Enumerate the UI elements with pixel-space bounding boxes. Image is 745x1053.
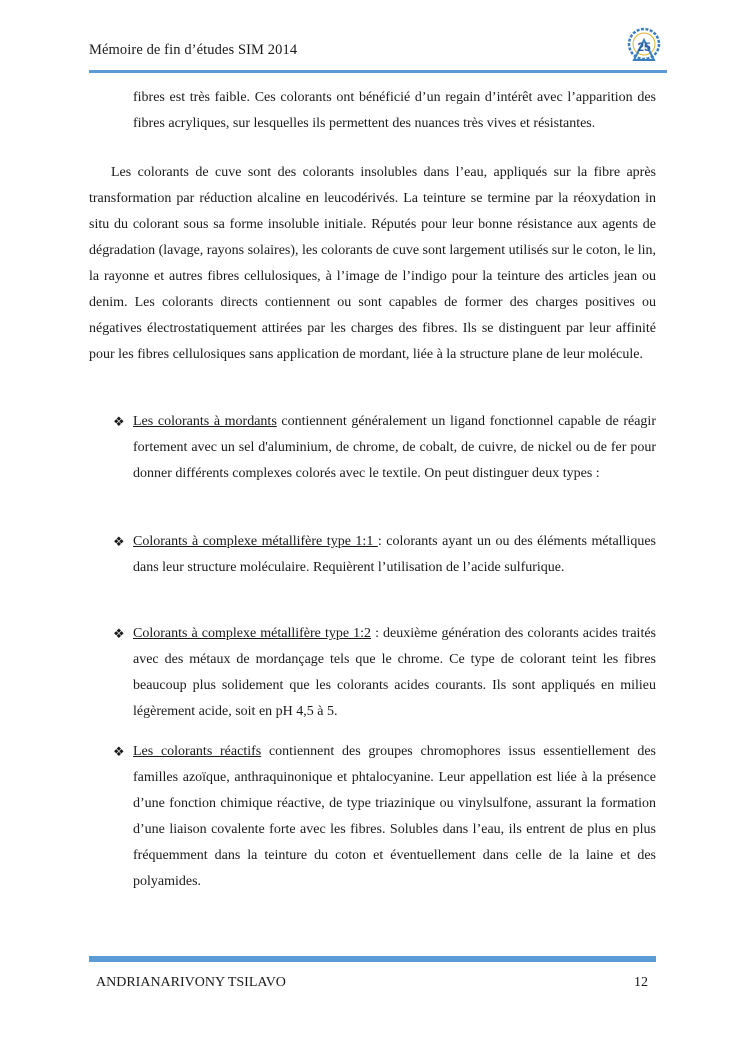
main-paragraph: Les colorants de cuve sont des colorants insolubles dans l’eau, appliqués sur la fibre après transformation par réduction alcaline en leucodérivés. La teinture se termine par la réoxydation in situ du colorant sous sa forme insoluble initiale. Réputés pour leur bonne résistance aux agents de dégradation (lavage, rayons solaires), les colorants de cuve sont largement utilisés sur le coton, le lin, la rayonne et autres fibres cellulosiques, à l’image de l’indigo pour la teinture des articles jean ou denim. Les colorants directs contiennent ou sont capables de former des charges positives ou négatives électrostatiquement attirées par les charges des fibres. Ils se distinguent par leur affinité pour les fibres cellulosiques sans application de mordant, liée à la structure plane de leur molécule. [89, 165, 656, 362]
footer-rule [89, 956, 656, 962]
bullet-item-complexe-1-2 [133, 621, 656, 725]
intro-paragraph: fibres est très faible. Ces colorants ont bénéficié d’un regain d’intérêt avec l’apparition des fibres acryliques, sur lesquelles ils permettent des nuances très vives et résistantes. [133, 90, 656, 131]
bullet-text: : colorants ayant un ou des éléments métalliques dans leur structure moléculaire. Requièrent l’utilisation de l’acide sulfurique. [133, 534, 656, 575]
bullet-item-complexe-1-1 [133, 529, 656, 581]
bullet-item-mordants [133, 409, 656, 487]
bullet-term: Les colorants réactifs [133, 744, 262, 759]
bullet-diamond-icon: ❖ [113, 744, 125, 759]
bullet-text: contiennent des groupes chromophores issus essentiellement des familles azoïque, anthraquinonique et phtalocyanine. Leur appellation est liée à la présence d’une fonction chimique réactive, de type triazinique ou vinylsulfone, assurant la formation d’une liaison covalente forte avec les fibres. Solubles dans l’eau, ils entrent de plus en plus fréquemment dans la teinture du coton et éventuellement dans celle de la laine et des polyamides. [133, 744, 656, 889]
bullet-item-reactifs [133, 739, 656, 895]
bullet-text: : deuxième génération des colorants acides traités avec des métaux de mordançage tels que le chrome. Ce type de colorant teint les fibres beaucoup plus solidement que les colorants acides courants. Ils sont appliqués en milieu légèrement acide, soit en pH 4,5 à 5. [133, 626, 657, 719]
bullet-diamond-icon: ❖ [113, 534, 125, 549]
university-logo-icon [622, 24, 666, 68]
footer-author: ANDRIANARIVONY TSILAVO [96, 975, 286, 990]
logo-text: 25 [637, 40, 651, 54]
bullet-diamond-icon: ❖ [113, 414, 125, 429]
bullet-term: Colorants à complexe métallifère type 1:2 [133, 626, 372, 641]
bullet-term: Colorants à complexe métallifère type 1:1 [133, 534, 378, 549]
page-number: 12 [634, 975, 648, 990]
bullet-term: Les colorants à mordants [133, 414, 277, 429]
bullet-text: contiennent généralement un ligand fonctionnel capable de réagir fortement avec un sel d'aluminium, de chrome, de cobalt, de cuivre, de nickel ou de fer pour donner différents complexes colorés avec le textile. On peut distinguer deux types : [133, 414, 656, 481]
header-rule [89, 70, 667, 73]
header-title: Mémoire de fin d’études SIM 2014 [89, 42, 298, 58]
bullet-diamond-icon: ❖ [113, 626, 125, 641]
